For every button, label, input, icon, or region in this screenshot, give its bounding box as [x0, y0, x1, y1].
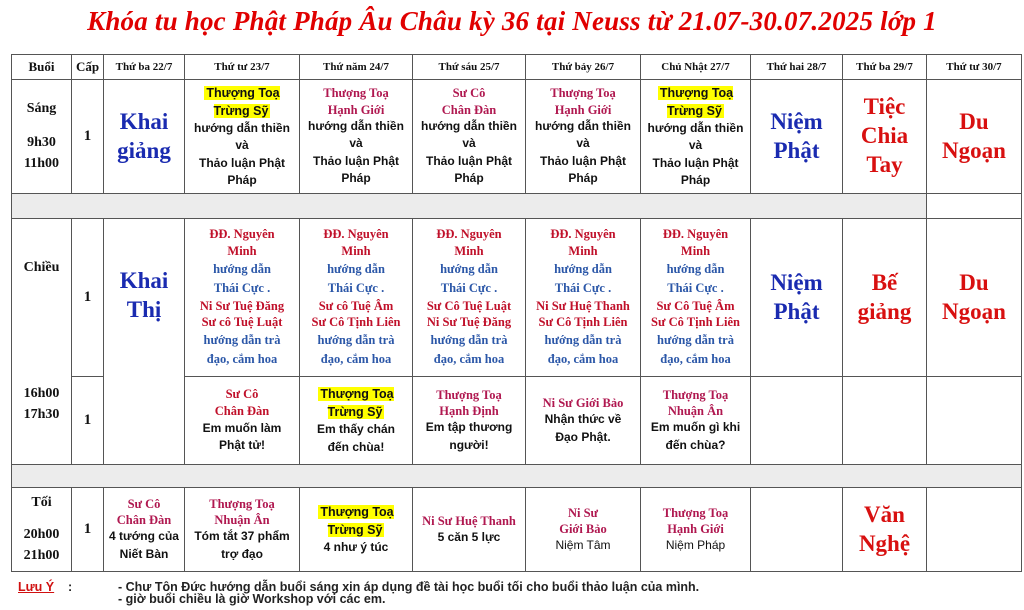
- empty-cell: [843, 377, 927, 465]
- header-cell: Thứ bảy 26/7: [526, 55, 641, 80]
- activity-line: Thái Cực .: [554, 280, 612, 295]
- session-label: Chiều: [23, 259, 60, 275]
- morning-day-cell: [185, 80, 300, 194]
- teacher-line: Thượng Toạ: [209, 496, 275, 511]
- activity-line: hướng dẫn thiền: [647, 120, 744, 135]
- afternoon-day-cell: [185, 219, 300, 377]
- activity-line: và: [235, 138, 249, 153]
- activity-line: hướng dẫn thiền: [421, 118, 517, 133]
- tuesday-cell: [843, 80, 927, 194]
- topic-line: trợ đạo: [221, 546, 263, 561]
- teacher-line: Nhuận Ân: [214, 513, 270, 528]
- event-line: Tay: [866, 151, 903, 177]
- header-cell: Thứ ba 22/7: [104, 55, 185, 80]
- opening-line: Khai: [119, 108, 169, 134]
- teacher-line: Thượng Toạ: [436, 387, 502, 402]
- teacher-name: Thượng Toạ Hạnh Giới: [550, 86, 616, 117]
- teacher-line: ĐĐ. Nguyên: [550, 227, 616, 242]
- activity-line: hướng dẫn thiền: [308, 118, 404, 133]
- teacher-line: Hạnh Định: [439, 404, 499, 419]
- activity-line: hướng dẫn: [666, 262, 725, 276]
- teacher-line: Nhuận Ân: [667, 404, 724, 419]
- workshop-day-cell: [413, 377, 526, 465]
- morning-day-cell: [526, 80, 641, 194]
- event-line: Tiệc: [863, 94, 906, 120]
- wednesday-cell: [927, 80, 1022, 194]
- teacher-line: Thượng Toạ: [662, 505, 729, 520]
- header-cell: Thứ tư 23/7: [185, 55, 300, 80]
- evening-day-cell: [526, 488, 641, 572]
- afternoon-row: [12, 219, 1022, 377]
- topic-line: Tóm tắt 37 phẩm: [194, 529, 290, 544]
- event-line: Niệm: [770, 269, 823, 295]
- activity-line: Thái Cực .: [213, 280, 271, 295]
- teacher-line: Ni Sư Tuệ Đăng: [426, 315, 512, 330]
- topic-line: 5 căn 5 lực: [437, 529, 501, 544]
- activity-line: hướng dẫn trà: [317, 333, 395, 348]
- level-cell: 1: [72, 219, 104, 377]
- evening-day-cell: [185, 488, 300, 572]
- event-line: Phật: [773, 298, 820, 324]
- topic-line: Đạo Phật.: [555, 429, 611, 444]
- activity-line: Pháp: [454, 171, 484, 186]
- teacher-line: Sư Cô Tịnh Liên: [538, 315, 628, 330]
- teacher-line: ĐĐ. Nguyên: [662, 227, 729, 242]
- teacher-line: ĐĐ. Nguyên: [323, 227, 389, 242]
- header-cell: Chủ Nhật 27/7: [641, 55, 751, 80]
- monday-cell: [751, 80, 843, 194]
- teacher-name: Thượng Toạ Trừng Sỹ: [659, 85, 734, 118]
- morning-day-cell: [641, 80, 751, 194]
- afternoon-day-cell: [526, 219, 641, 377]
- workshop-day-cell: [300, 377, 413, 465]
- activity-line: hướng dẫn trà: [430, 333, 508, 348]
- teacher-line: Ni Sư: [567, 505, 599, 520]
- teacher-line: Minh: [454, 244, 484, 259]
- event-line: Chia: [860, 123, 909, 149]
- event-line: Ngoạn: [942, 137, 1006, 163]
- level-cell: 1: [72, 377, 104, 465]
- teacher-line: ĐĐ. Nguyên: [209, 227, 275, 242]
- empty-cell: [751, 377, 843, 465]
- activity-line: hướng dẫn trà: [203, 333, 281, 348]
- topic-line: 4 như ý túc: [323, 539, 389, 554]
- activity-line: Pháp: [227, 172, 257, 187]
- empty-cell: [751, 488, 843, 572]
- teacher-line: Sư cô Tuệ Âm: [318, 298, 394, 313]
- activity-line: Thái Cực .: [327, 280, 385, 295]
- activity-line: đạo, cắm hoa: [206, 352, 278, 366]
- topic-line: Em muốn gì khi: [650, 420, 741, 435]
- topic-line: Em thấy chán: [316, 422, 396, 437]
- topic-line: Niệm Tâm: [555, 538, 611, 553]
- topic-line: người!: [449, 437, 489, 452]
- teacher-line: Sư Cô: [127, 496, 161, 511]
- activity-line: đạo, cắm hoa: [547, 352, 619, 366]
- page-title: Khóa tu học Phật Pháp Âu Châu kỳ 36 tại Neuss từ 21.07-30.07.2025 lớp 1: [87, 6, 937, 36]
- evening-day-cell: [413, 488, 526, 572]
- topic-line: Em tập thương: [425, 420, 513, 435]
- workshop-day-cell: [185, 377, 300, 465]
- session-time: 17h30: [23, 407, 60, 423]
- activity-line: hướng dẫn: [213, 262, 271, 276]
- session-cell: [12, 80, 72, 194]
- morning-day-cell: [413, 80, 526, 194]
- session-time: 21h00: [23, 548, 60, 564]
- topic-line: 4 tướng của: [109, 529, 179, 544]
- empty-cell: [927, 488, 1022, 572]
- activity-line: và: [349, 136, 363, 151]
- activity-line: Pháp: [341, 171, 371, 186]
- session-label: Tối: [31, 494, 52, 510]
- event-line: Du: [959, 269, 989, 295]
- tuesday-cell: [843, 488, 927, 572]
- teacher-line: ĐĐ. Nguyên: [436, 227, 502, 242]
- teacher-line: Minh: [680, 244, 711, 259]
- spacer-row: [12, 465, 1022, 488]
- afternoon-day-cell: [641, 219, 751, 377]
- activity-line: đạo, cắm hoa: [320, 352, 392, 366]
- afternoon-day-cell: [413, 219, 526, 377]
- teacher-name: Thượng Toạ Trừng Sỹ: [320, 387, 394, 420]
- event-line: Văn: [864, 501, 905, 527]
- activity-line: đạo, cắm hoa: [660, 352, 731, 366]
- activity-line: hướng dẫn trà: [657, 333, 734, 348]
- teacher-line: Thượng Toạ: [662, 387, 729, 402]
- teacher-line: Ni Sư Giới Bảo: [542, 395, 624, 410]
- teacher-line: Giới Bảo: [559, 521, 607, 536]
- teacher-name: Thượng Toạ Trừng Sỹ: [320, 504, 394, 537]
- activity-line: Thảo luận Phật: [312, 153, 399, 168]
- level-cell: 1: [72, 488, 104, 572]
- activity-line: Thái Cực .: [440, 280, 498, 295]
- activity-line: hướng dẫn thiền: [535, 118, 631, 133]
- session-time: 11h00: [23, 156, 59, 172]
- activity-line: hướng dẫn trà: [544, 333, 622, 348]
- header-cell: Thứ ba 29/7: [843, 55, 927, 80]
- topic-line: Phật tử!: [218, 438, 266, 453]
- topic-line: đến chùa?: [665, 437, 726, 452]
- topic-line: đến chùa!: [327, 439, 385, 454]
- activity-line: Pháp: [680, 172, 711, 187]
- activity-line: Thảo luận Phật: [539, 153, 626, 168]
- event-line: Niệm: [770, 108, 823, 134]
- header-cell: Thứ hai 28/7: [751, 55, 843, 80]
- activity-line: Pháp: [568, 171, 598, 186]
- teacher-line: Sư Cô: [225, 387, 259, 402]
- session-cell: [12, 219, 72, 465]
- opening-cell: [104, 219, 185, 465]
- activity-line: và: [462, 136, 476, 151]
- workshop-day-cell: [526, 377, 641, 465]
- teacher-line: Minh: [568, 244, 598, 259]
- level-cell: 1: [72, 80, 104, 194]
- tuesday-cell: [843, 219, 927, 377]
- activity-line: và: [576, 136, 590, 151]
- evening-day-cell: [641, 488, 751, 572]
- teacher-line: Hạnh Giới: [667, 521, 724, 536]
- note-line: - Chư Tôn Đức hướng dẫn buổi sáng xin áp dụng đề tài học buổi tối cho buổi thảo luận của mình.: [118, 580, 700, 594]
- activity-line: đạo, cắm hoa: [433, 352, 505, 366]
- opening-cell: [104, 80, 185, 194]
- evening-row: [12, 488, 1022, 572]
- event-line: giảng: [857, 298, 912, 324]
- afternoon-day-cell: [300, 219, 413, 377]
- teacher-line: Sư Cô Tịnh Liên: [311, 315, 401, 330]
- workshop-day-cell: [641, 377, 751, 465]
- activity-line: hướng dẫn: [440, 262, 498, 276]
- activity-line: Thái Cực .: [667, 280, 724, 295]
- teacher-line: Chân Đàn: [116, 513, 172, 528]
- morning-row: [12, 80, 1022, 194]
- activity-line: Thảo luận Phật: [198, 155, 285, 170]
- topic-line: Niết Bàn: [119, 546, 169, 561]
- evening-day-cell: [104, 488, 185, 572]
- note-colon: :: [68, 580, 73, 594]
- event-line: Phật: [773, 137, 820, 163]
- header-cell: Buổi: [12, 55, 72, 80]
- event-line: Ngoạn: [942, 298, 1006, 324]
- activity-line: Thảo luận Phật: [425, 153, 512, 168]
- topic-line: Em muốn làm: [202, 420, 282, 435]
- wednesday-cell: [927, 219, 1022, 377]
- session-time: 16h00: [23, 385, 60, 401]
- teacher-line: Ni Sư Huệ Thanh: [422, 513, 516, 528]
- teacher-line: Sư Cô Tịnh Liên: [651, 315, 740, 330]
- header-row: [12, 55, 1022, 80]
- event-line: Du: [959, 108, 989, 134]
- opening-line: Khai: [119, 268, 169, 293]
- activity-line: và: [688, 138, 703, 153]
- activity-line: hướng dẫn thiền: [194, 120, 290, 135]
- teacher-line: Sư cô Tuệ Luật: [201, 315, 283, 330]
- header-cell: Thứ sáu 25/7: [413, 55, 526, 80]
- note-label: Lưu Ý: [18, 580, 55, 594]
- teacher-name: Thượng Toạ Trừng Sỹ: [206, 85, 280, 118]
- activity-line: hướng dẫn: [554, 262, 612, 276]
- session-cell: [12, 488, 72, 572]
- header-cell: Thứ năm 24/7: [300, 55, 413, 80]
- teacher-line: Ni Sư Huệ Thanh: [536, 298, 630, 313]
- teacher-line: Chân Đàn: [214, 404, 270, 419]
- opening-line: giảng: [117, 137, 171, 163]
- teacher-line: Ni Sư Tuệ Đăng: [199, 298, 285, 313]
- event-line: Bế: [871, 269, 898, 295]
- teacher-line: Minh: [227, 244, 257, 259]
- activity-line: Thảo luận Phật: [652, 155, 739, 170]
- teacher-line: Sư Cô Tuệ Luật: [426, 298, 512, 313]
- session-label: Sáng: [26, 100, 57, 116]
- schedule-table: [11, 54, 1022, 572]
- topic-line: Nhận thức về: [544, 412, 622, 427]
- topic-line: Niệm Pháp: [665, 538, 726, 553]
- note-line: - giờ buổi chiều là giờ Workshop với các em.: [118, 592, 386, 606]
- teacher-line: Minh: [341, 244, 371, 259]
- header-cell: Thứ tư 30/7: [927, 55, 1022, 80]
- evening-day-cell: [300, 488, 413, 572]
- teacher-name: Thượng Toạ Hạnh Giới: [323, 86, 389, 117]
- activity-line: hướng dẫn: [327, 262, 385, 276]
- opening-line: Thị: [126, 296, 162, 322]
- header-cell: Cấp: [72, 55, 104, 80]
- teacher-line: Sư Cô Tuệ Âm: [656, 298, 735, 313]
- session-time: 20h00: [23, 526, 60, 542]
- monday-cell: [751, 219, 843, 377]
- teacher-name: Sư Cô Chân Đàn: [441, 86, 497, 117]
- event-line: Nghệ: [858, 530, 911, 556]
- empty-cell: [927, 377, 1022, 465]
- morning-day-cell: [300, 80, 413, 194]
- session-time: 9h30: [27, 134, 56, 150]
- spacer-row: [12, 194, 1022, 219]
